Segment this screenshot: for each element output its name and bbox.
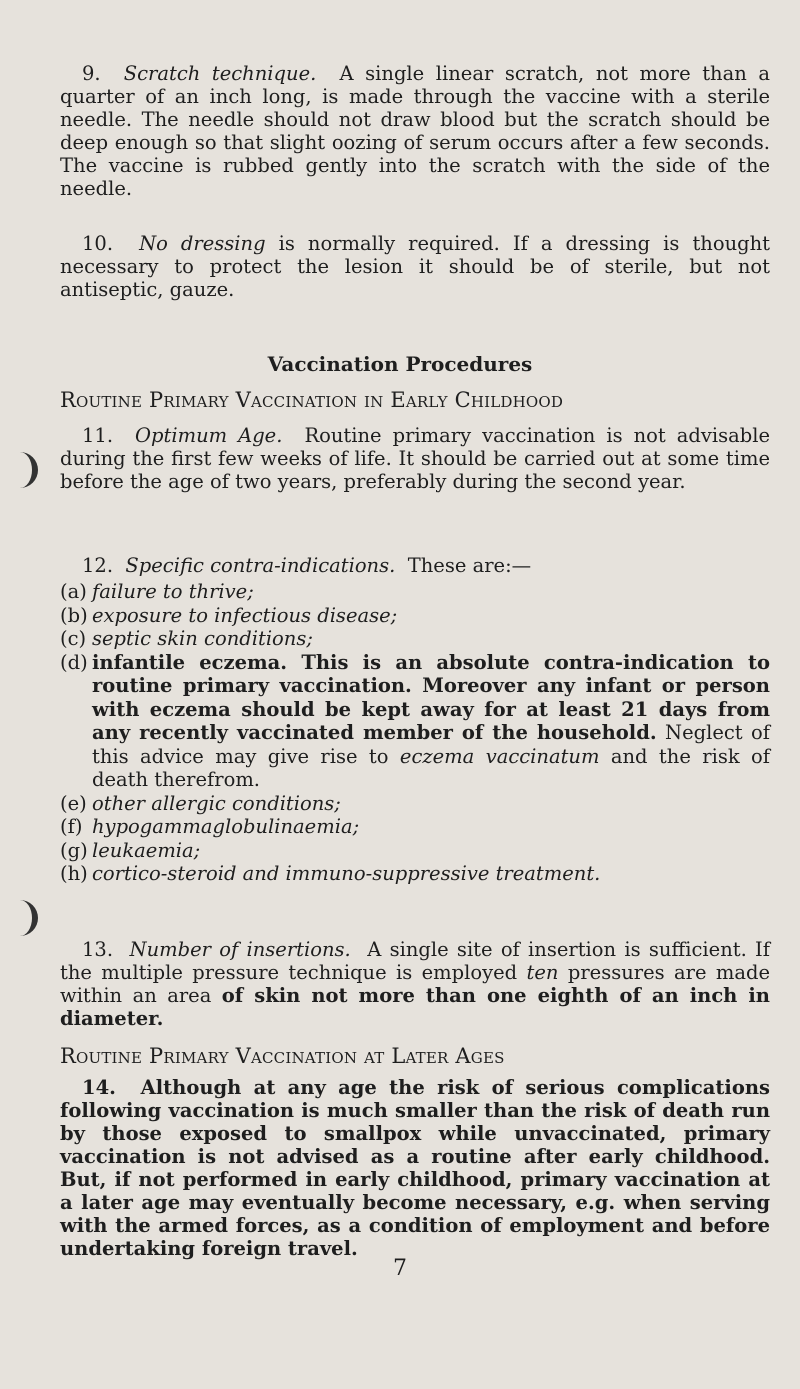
paragraph-text: is normally required. If a dressing is thought necessary to protect the lesion it should be of sterile, but not antiseptic, gauze. bbox=[60, 232, 771, 301]
paragraph-text: A single linear scratch, not more than a quarter of an inch long, is made through the vaccine with a sterile needle. The needle should not draw blood but the scratch should be deep enough so that slight oozing of serum occurs after a few seconds. The vaccine is rubbed gently into the scratch with the side of the needle. bbox=[60, 62, 770, 200]
list-item: (g) leukaemia; bbox=[60, 838, 201, 862]
paragraph-number: 9. bbox=[82, 62, 101, 85]
paragraph-text: Routine primary vaccination is not advisable during the first few weeks of life. It should be carried out at some time before the age of two years, preferably during the second year. bbox=[60, 424, 770, 493]
paragraph-number: 11. bbox=[82, 424, 114, 447]
paragraph-number: 12. bbox=[82, 554, 114, 577]
paragraph-title: No dressing bbox=[139, 232, 266, 255]
section-heading: Vaccination Procedures bbox=[267, 352, 533, 376]
subheading-later-ages: Routine Primary Vaccination at Later Ages bbox=[60, 1044, 505, 1068]
paragraph-number: 13. bbox=[82, 938, 114, 961]
list-item: (b) exposure to infectious disease; bbox=[60, 603, 398, 627]
list-item: (c) septic skin conditions; bbox=[60, 627, 313, 650]
paragraph-13: 13. Number of insertions. A single site of insertion is sufficient. If the multiple pressure technique is employed ten pressures are made within an area of skin not more than one eighth of an inch in diameter. bbox=[60, 938, 771, 1030]
paragraph-title: Optimum Age. bbox=[135, 424, 283, 447]
paragraph-text: Although at any age the risk of serious complications following vaccination is much smaller than the risk of death run by those exposed to smallpox while unvaccinated, primary vaccination is not advised as a routine after early childhood. But, if not performed in early childhood, primary vaccination at a later age may eventually become necessary, e.g. when serving with the armed forces, as a condition of employment and before undertaking foreign travel. bbox=[60, 1076, 770, 1260]
binding-mark bbox=[14, 452, 38, 488]
paragraph-11 bbox=[60, 424, 770, 493]
paragraph-title: Scratch technique. bbox=[123, 62, 317, 85]
paragraph-title: Specific contra-indications. bbox=[125, 554, 396, 577]
list-item: (a) failure to thrive; bbox=[60, 580, 254, 603]
paragraph-14 bbox=[60, 1076, 770, 1260]
list-item: (f) hypogammaglobulinaemia; bbox=[60, 815, 360, 838]
contra-indication-list bbox=[60, 580, 770, 886]
paragraph-number: 10. bbox=[82, 232, 114, 255]
paragraph-text: These are:— bbox=[407, 554, 532, 577]
paragraph-10 bbox=[60, 232, 770, 301]
page-number: 7 bbox=[393, 1256, 407, 1281]
paragraph-9 bbox=[60, 62, 770, 200]
binding-mark bbox=[14, 900, 38, 936]
paragraph-12 bbox=[60, 554, 770, 577]
list-item: (d) infantile eczema. This is an absolute contra-indication to routine primary vaccination. Moreover any infant or person with eczema should be kept away for at least 21 days from any recently vaccinated member of the household. Neglect of this advice may give rise to eczema vaccinatum and the risk of death therefrom. bbox=[60, 650, 770, 791]
paragraph-title: Number of insertions. bbox=[129, 938, 351, 961]
list-item: (h) cortico-steroid and immuno-suppressive treatment. bbox=[60, 862, 601, 885]
paragraph-number: 14. bbox=[82, 1076, 116, 1099]
subheading-early-childhood: Routine Primary Vaccination in Early Childhood bbox=[60, 388, 564, 412]
list-item: (e) other allergic conditions; bbox=[60, 791, 341, 815]
